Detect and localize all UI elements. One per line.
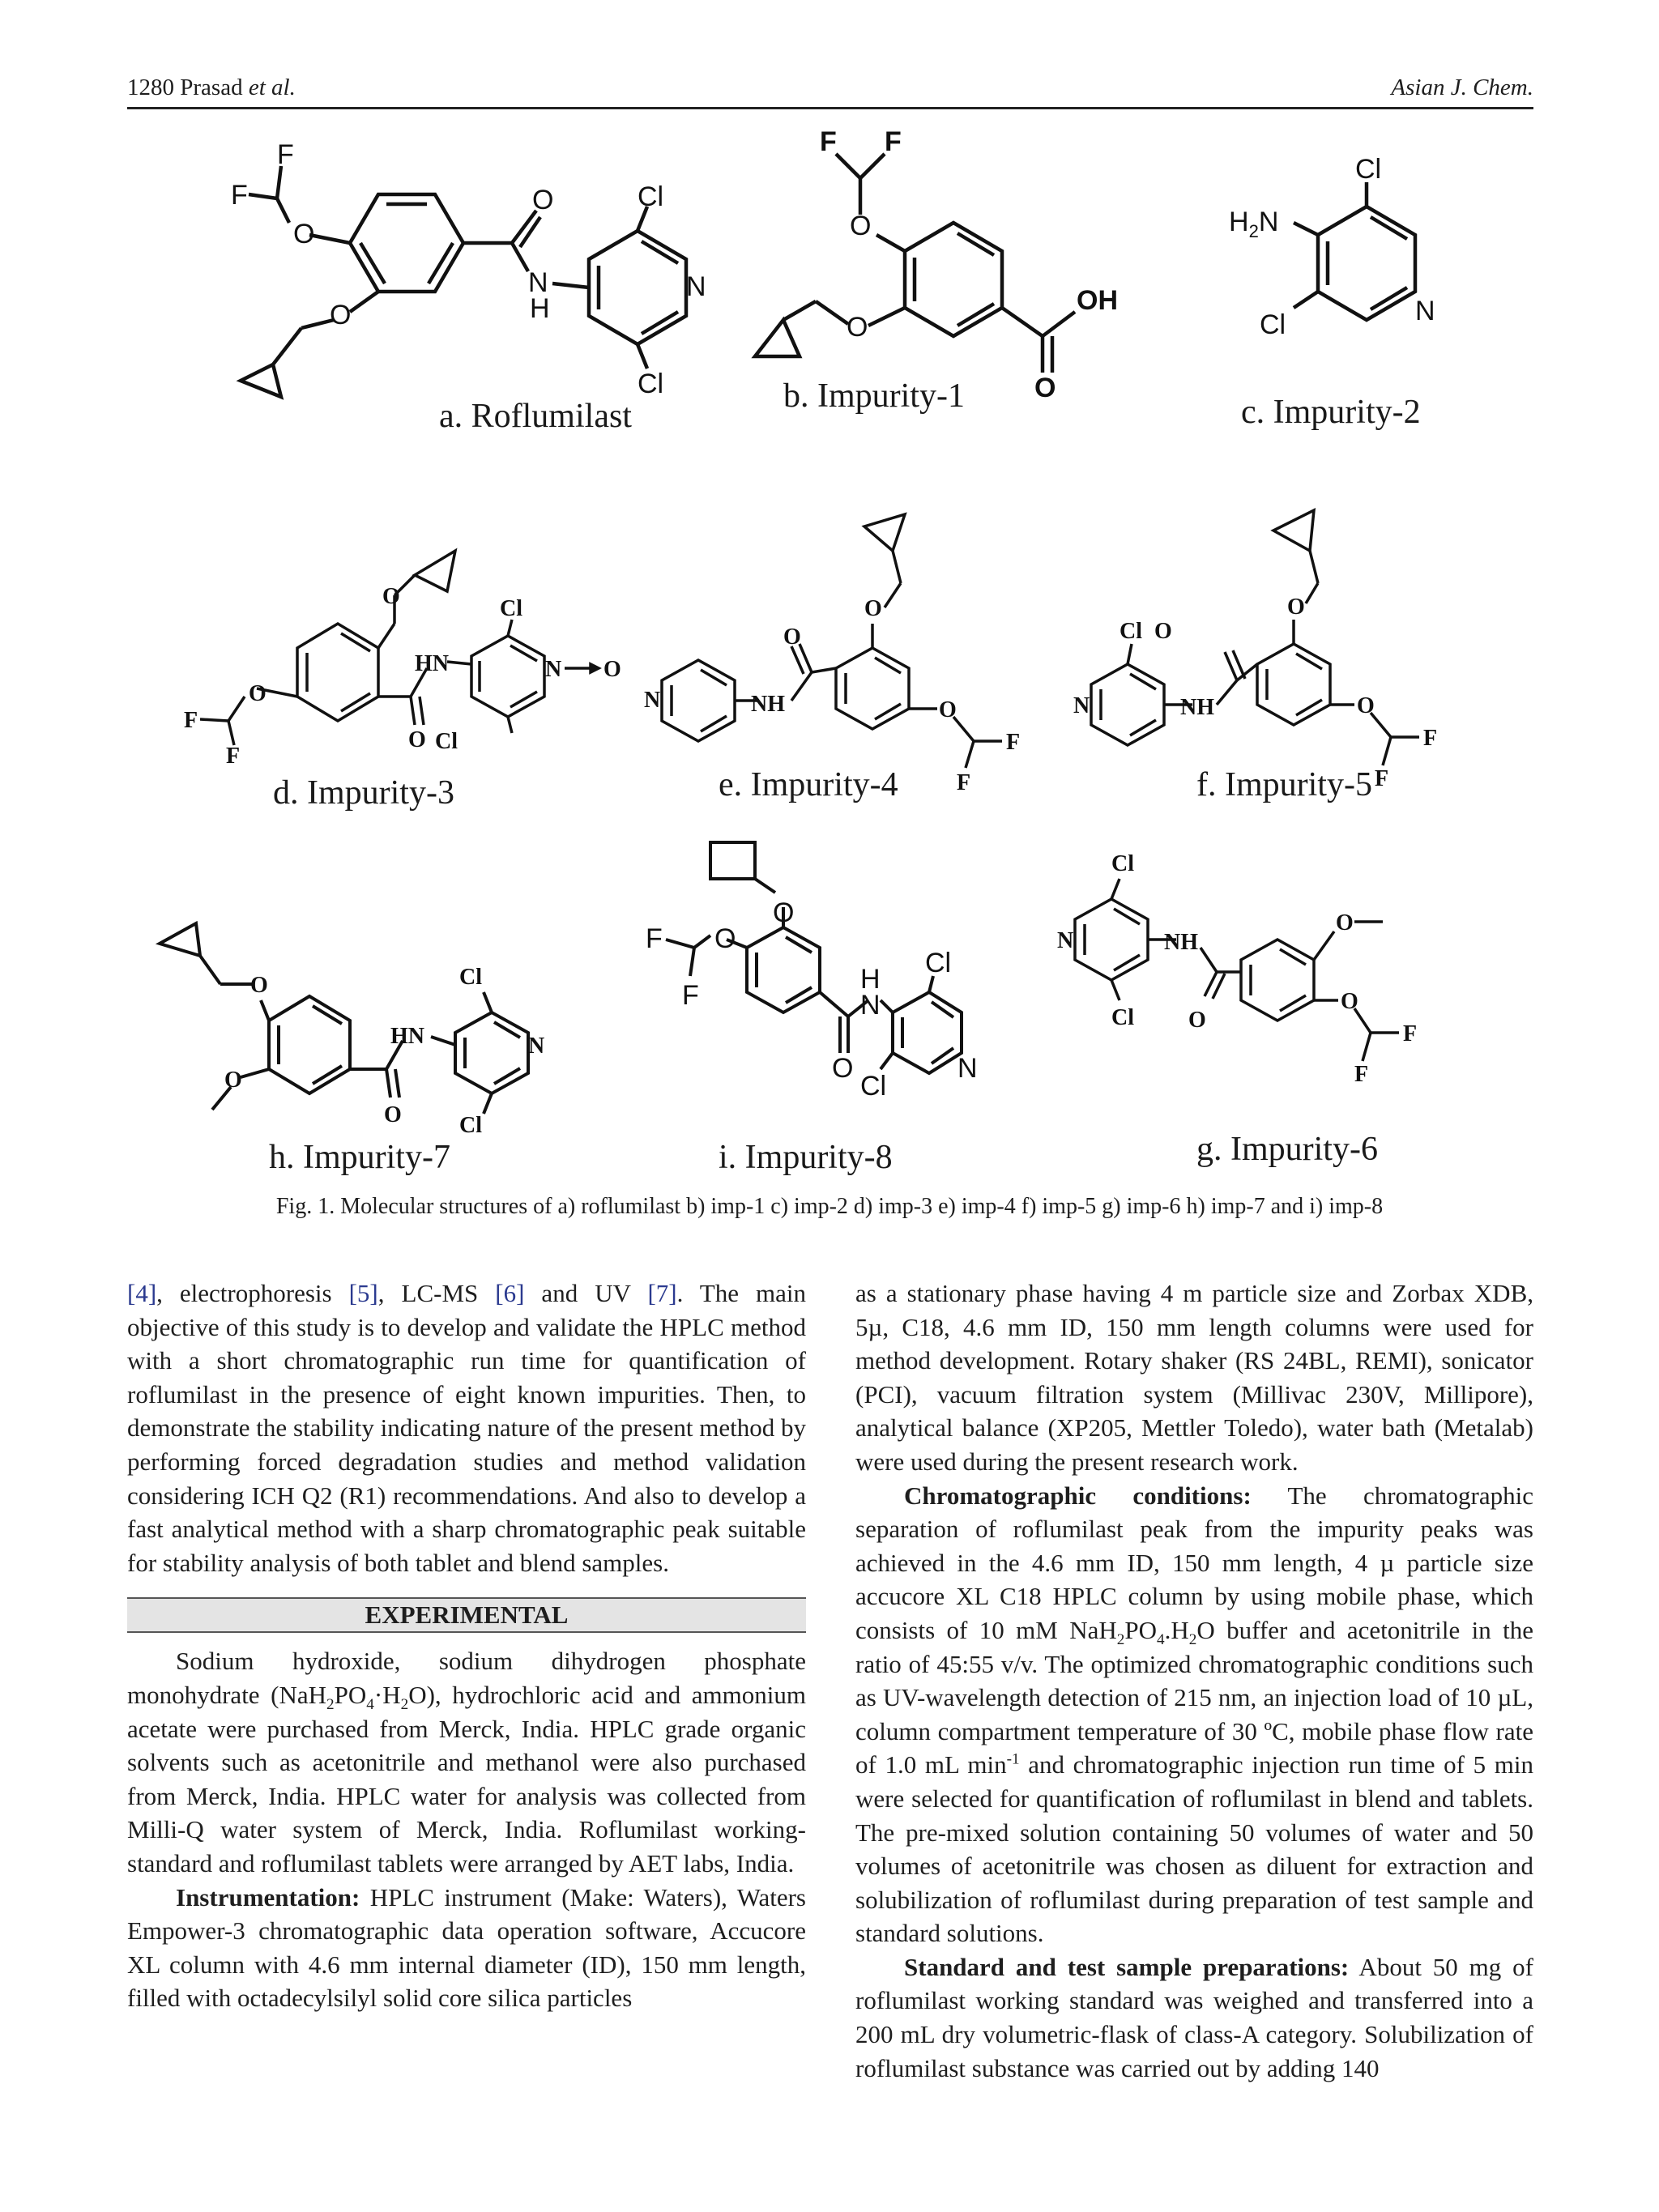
structure-impurity-8	[613, 834, 1067, 1174]
impurity-8-structure-drawing	[613, 834, 1067, 1174]
svg-text:N: N	[1057, 928, 1074, 953]
svg-text:Cl: Cl	[435, 729, 458, 754]
svg-text:F: F	[226, 744, 241, 769]
svg-text:O: O	[1154, 619, 1172, 644]
text: , LC-MS	[377, 1279, 496, 1307]
text: Sodium hydroxide, sodium dihydrogen phosphate monohydrate (NaH	[127, 1647, 806, 1709]
panel-label-a: a. Roflumilast	[439, 398, 632, 435]
ref-4[interactable]: [4]	[127, 1279, 157, 1307]
text: .H	[1164, 1615, 1189, 1644]
text: PO	[334, 1680, 367, 1709]
header-authors: Prasad	[180, 75, 249, 100]
left-column	[127, 1276, 806, 2015]
svg-text:O: O	[1357, 693, 1375, 718]
svg-text:O: O	[224, 1068, 242, 1093]
text: HPLC instrument (Make: Waters), Waters Empower-3 chromatographic data operation software, Accucore XL column with 4.6 mm internal diameter (ID), 150 mm length, filled with octadecylsilyl solid core silica particles	[127, 1882, 806, 2013]
svg-text:Cl: Cl	[500, 596, 522, 621]
superscript: -1	[1006, 1750, 1020, 1768]
svg-text:O: O	[832, 1053, 854, 1084]
figure-caption: Fig. 1. Molecular structures of a) roflumilast b) imp-1 c) imp-2 d) imp-3 e) imp-4 f) imp-5 g) imp-6 h) imp-7 and i) imp-8	[275, 1194, 1384, 1219]
text: O buffer and acetonitrile in the ratio of 45:55 v/v. The optimized chromatographic conditions such as UV-wavelength detection of 215 nm, an injection load of 10 µL, column compartment temperature of 30 ºC, mobile phase flow rate of 1.0 mL min	[855, 1615, 1533, 1779]
text: and chromatographic injection run time of 5 min were selected for quantification of roflumilast in blend and tablets. The pre-mixed solution containing 50 volumes of water and 50 volumes of acetonitrile was chosen as diluent for extraction and solubilization of roflumilast during preparation of test sample and standard solutions.	[855, 1750, 1533, 1948]
svg-text:F: F	[277, 139, 294, 170]
reagents-paragraph	[127, 1644, 806, 1880]
chromatographic-conditions-paragraph	[855, 1479, 1533, 1950]
text: O), hydrochloric acid and ammonium acetate were purchased from Merck, India. HPLC grade organic solvents such as acetonitrile and methanol were also purchased from Merck, India. HPLC water for analysis was collected from Milli-Q water system of Merck, India. Roflumilast working-standard and roflumilast tablets were arranged by AET labs, India.	[127, 1680, 806, 1877]
subscript: 2	[1188, 1631, 1197, 1649]
svg-text:O: O	[783, 624, 801, 650]
impurity-7-structure-drawing	[135, 834, 654, 1174]
svg-text:O: O	[603, 657, 621, 682]
svg-text:Cl: Cl	[1111, 1005, 1134, 1030]
intro-paragraph-end	[127, 1276, 806, 1579]
text: About 50 mg of roflumilast working standard was weighed and transferred into a 200 mL dry volumetric-flask of class-A category. Solubilization of roflumilast substance was carried out by adding 140	[855, 1952, 1533, 2082]
journal-name: Asian J. Chem.	[1391, 75, 1533, 100]
svg-text:F: F	[184, 708, 198, 733]
svg-text:O: O	[293, 219, 315, 249]
text: PO	[1124, 1615, 1157, 1644]
svg-text:O: O	[1336, 910, 1354, 936]
svg-text:N: N	[644, 688, 661, 713]
svg-text:O: O	[864, 596, 882, 621]
svg-text:Cl: Cl	[638, 369, 664, 399]
svg-text:N: N	[528, 1034, 545, 1059]
svg-text:F: F	[1375, 766, 1389, 791]
svg-text:NH: NH	[1164, 930, 1198, 955]
structure-impurity-7	[135, 834, 654, 1174]
subscript: 2	[326, 1696, 335, 1714]
svg-text:O: O	[850, 211, 872, 241]
svg-text:Cl: Cl	[1111, 851, 1134, 876]
text: and UV	[524, 1279, 648, 1307]
svg-text:N: N	[545, 657, 562, 682]
structure-impurity-1	[694, 121, 1277, 445]
panel-label-h: h. Impurity-7	[269, 1139, 450, 1176]
impurity-5-structure-drawing	[1059, 454, 1533, 818]
svg-text:Cl: Cl	[459, 965, 482, 990]
svg-text:O: O	[714, 923, 736, 954]
svg-text:F: F	[646, 923, 663, 954]
impurity-1-structure-drawing	[694, 121, 1277, 445]
svg-text:O: O	[1341, 989, 1358, 1014]
instrumentation-heading: Instrumentation:	[176, 1882, 360, 1912]
svg-text:O: O	[408, 727, 426, 752]
ref-5[interactable]: [5]	[348, 1279, 378, 1307]
svg-text:OH: OH	[1077, 285, 1118, 316]
impurity-4-structure-drawing	[597, 462, 1083, 818]
running-header	[127, 71, 1533, 109]
svg-text:Cl: Cl	[459, 1113, 482, 1138]
header-left	[127, 75, 296, 101]
svg-text:HN: HN	[390, 1024, 424, 1049]
subscript: 4	[366, 1696, 374, 1714]
svg-text:H: H	[530, 293, 550, 324]
sample-preparation-paragraph	[855, 1950, 1533, 2085]
section-heading-experimental: EXPERIMENTAL	[127, 1597, 806, 1633]
structure-roflumilast	[151, 130, 767, 454]
structure-impurity-4	[597, 462, 1083, 818]
ref-7[interactable]: [7]	[647, 1279, 677, 1307]
svg-text:F: F	[885, 126, 902, 157]
svg-text:O: O	[1034, 373, 1056, 403]
subscript: 2	[400, 1696, 409, 1714]
structure-impurity-5	[1059, 454, 1533, 818]
text: The chromatographic separation of roflumilast peak from the impurity peaks was achieved in the 4.6 mm ID, 150 mm length, 4 µ particle size accucore XL C18 HPLC column by using mobile phase, which consists of 10 mM NaH	[855, 1481, 1533, 1644]
svg-text:O: O	[330, 300, 352, 330]
impurity-3-structure-drawing	[135, 462, 654, 818]
svg-text:O: O	[1287, 595, 1305, 620]
panel-label-f: f. Impurity-5	[1196, 766, 1372, 803]
svg-text:O: O	[382, 584, 400, 609]
svg-text:O: O	[384, 1102, 402, 1127]
chromatographic-conditions-heading: Chromatographic conditions:	[904, 1481, 1252, 1510]
svg-text:F: F	[957, 770, 971, 795]
panel-label-b: b. Impurity-1	[783, 377, 965, 415]
svg-text:H2N: $H_2N$	[1229, 207, 1279, 241]
svg-text:F: F	[1403, 1021, 1418, 1046]
svg-text:Cl: Cl	[1260, 309, 1286, 340]
structure-impurity-3	[135, 462, 654, 818]
svg-text:F: F	[1423, 726, 1438, 751]
instrumentation-continued: as a stationary phase having 4 m particle size and Zorbax XDB, 5µ, C18, 4.6 mm ID, 150 mm length columns were used for method development. Rotary shaker (RS 24BL, REMI), sonicator (PCI), vacuum filtration system (Millivac 230V, Millipore), analytical balance (XP205, Mettler Toledo), water bath (Metalab) were used during the present research work.	[855, 1279, 1533, 1476]
sample-preparation-heading: Standard and test sample preparations:	[904, 1952, 1350, 1981]
figure-1	[127, 121, 1533, 1191]
impurity-6-structure-drawing	[1043, 826, 1533, 1174]
svg-text:F: F	[1354, 1062, 1369, 1087]
structure-impurity-6	[1043, 826, 1533, 1174]
text: , electrophoresis	[156, 1279, 349, 1307]
svg-text:Cl: Cl	[638, 181, 664, 212]
svg-text:HN: HN	[415, 651, 449, 676]
panel-label-i: i. Impurity-8	[719, 1139, 893, 1176]
svg-text:Cl: Cl	[1355, 154, 1382, 185]
panel-label-c: c. Impurity-2	[1241, 394, 1421, 431]
svg-text:N: N	[957, 1053, 978, 1084]
header-authors-etal: et al.	[248, 75, 296, 100]
svg-text:F: F	[1006, 730, 1021, 755]
structure-impurity-2	[1196, 138, 1533, 454]
panel-label-g: g. Impurity-6	[1196, 1131, 1378, 1168]
svg-text:Cl: Cl	[1120, 619, 1142, 644]
svg-text:O: O	[847, 312, 868, 343]
panel-label-e: e. Impurity-4	[719, 766, 898, 803]
svg-text:F: F	[231, 180, 248, 211]
svg-text:F: F	[682, 980, 699, 1011]
svg-text:O: O	[250, 973, 268, 998]
svg-text:NH: NH	[1180, 695, 1214, 720]
svg-text:O: O	[939, 697, 957, 722]
instrumentation-paragraph	[127, 1881, 806, 2015]
svg-text:O: O	[532, 185, 554, 215]
right-column	[855, 1276, 1533, 2085]
svg-text:N: N	[1073, 693, 1090, 718]
svg-text:Cl: Cl	[860, 1071, 887, 1102]
svg-text:N: N	[528, 267, 548, 298]
svg-text:O: O	[249, 681, 267, 706]
svg-text:N: N	[860, 990, 881, 1021]
ref-6[interactable]: [6]	[495, 1279, 525, 1307]
subscript: 4	[1157, 1631, 1165, 1649]
text: . The main objective of this study is to develop and validate the HPLC method with a short chromatographic run time for quantification of roflumilast in the presence of eight known impurities. Then, to demonstrate the stability indicating nature of the present method by performing forced degradation studies and method validation considering ICH Q2 (R1) recommendations. And also to develop a fast analytical method with a sharp chromatographic peak suitable for stability analysis of both tablet and blend samples.	[127, 1279, 806, 1577]
svg-text:F: F	[820, 126, 837, 157]
subscript: 2	[1116, 1631, 1125, 1649]
svg-text:H: H	[860, 964, 881, 995]
svg-text:Cl: Cl	[925, 948, 952, 978]
page-number: 1280	[127, 75, 174, 100]
svg-text:O: O	[773, 897, 795, 928]
svg-text:N: N	[1415, 296, 1435, 326]
svg-text:NH: NH	[751, 692, 785, 717]
panel-label-d: d. Impurity-3	[273, 774, 454, 812]
svg-text:N: N	[686, 271, 706, 302]
svg-text:O: O	[1188, 1008, 1206, 1033]
text: ·H	[373, 1680, 401, 1709]
